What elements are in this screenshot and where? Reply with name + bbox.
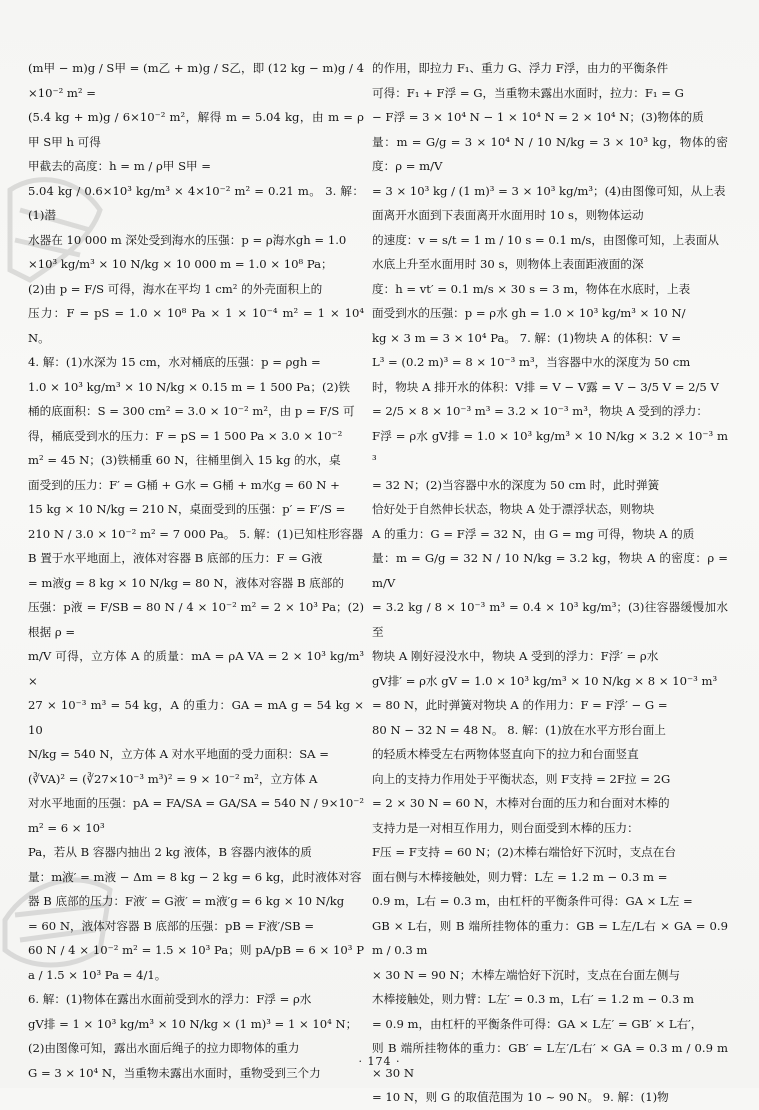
right-column-line: 则 B 端所挂物体的重力：GB′ = L左′/L右′ × GA = 0.3 m / 0.9 m × 30 N: [372, 1041, 728, 1080]
left-column-line: Pa，若从 B 容器内抽出 2 kg 液体，B 容器内液体的质: [28, 845, 312, 859]
right-column-line: 面离开水面到下表面离开水面用时 10 s，则物体运动: [372, 208, 644, 222]
left-column-line: gV排 = 1 × 10³ kg/m³ × 10 N/kg × (1 m)³ = 1 × 10⁴ N；: [28, 1016, 358, 1031]
left-column: [28, 56, 364, 1080]
left-column-line: 4. 解：(1)水深为 15 cm，水对桶底的压强：p = ρgh =: [28, 355, 321, 369]
left-column-line: 压力：F = pS = 1.0 × 10⁸ Pa × 1 × 10⁻⁴ m² = 1 × 10⁴ N。: [28, 306, 364, 345]
left-column-line: (5.4 kg + m)g / 6×10⁻² m²，解得 m = 5.04 kg，由 m = ρ甲 S甲 h 可得: [28, 110, 364, 149]
right-column-line: A 的重力：G = F浮 = 32 N，由 G = mg 可得，物块 A 的质: [372, 526, 695, 541]
right-column-line: = 0.9 m，由杠杆的平衡条件可得：GA × L左′ = GB′ × L右′，: [372, 1016, 703, 1031]
right-column-line: 度：h = vt′ = 0.1 m/s × 30 s = 3 m，物体在水底时，上表: [372, 281, 691, 296]
left-column-line: = m液g = 8 kg × 10 N/kg = 80 N，液体对容器 B 底部的: [28, 575, 344, 590]
left-column-line: 210 N / 3.0 × 10⁻² m² = 7 000 Pa。 5. 解：(1)已知柱形容器: [28, 526, 363, 541]
left-column-line: (2)由图像可知，露出水面后绳子的拉力即物体的重力: [28, 1041, 300, 1055]
right-column-line: 支持力是一对相互作用力，则台面受到木棒的压力：: [372, 820, 639, 835]
left-column-line: 15 kg × 10 N/kg = 210 N，桌面受到的压强：p′ = F′/S =: [28, 502, 346, 516]
right-column-line: F压 = F支持 = 60 N；(2)木棒右端恰好下沉时，支点在台: [372, 845, 676, 859]
right-column-line: F浮 = ρ水 gV排 = 1.0 × 10³ kg/m³ × 10 N/kg × 3.2 × 10⁻³ m³: [372, 428, 728, 467]
right-column-line: = 3.2 kg / 8 × 10⁻³ m³ = 0.4 × 10³ kg/m³；(3)往容器缓慢加水至: [372, 600, 728, 639]
right-column-line: kg × 3 m = 3 × 10⁴ Pa。 7. 解：(1)物块 A 的体积：V =: [372, 330, 682, 345]
right-column-line: L³ = (0.2 m)³ = 8 × 10⁻³ m³，当容器中水的深度为 50 cm: [372, 355, 691, 369]
left-column-line: m² = 45 N；(3)铁桶重 60 N，往桶里倒入 15 kg 的水，桌: [28, 453, 341, 467]
right-column-line: × 30 N = 90 N；木棒左端恰好下沉时，支点在台面左侧与: [372, 967, 680, 982]
left-column-line: 对水平地面的压强：pA = FA/SA = GA/SA = 540 N / 9×10⁻² m² = 6 × 10³: [28, 796, 364, 835]
right-column-line: 向上的支持力作用处于平衡状态，则 F支持 = 2F拉 = 2G: [372, 771, 671, 786]
left-column-line: m/V 可得，立方体 A 的质量：mA = ρA VA = 2 × 10³ kg/m³ ×: [28, 649, 364, 688]
left-column-line: 60 N / 4 × 10⁻² m² = 1.5 × 10³ Pa；则 pA/pB = 6 × 10³ Pa / 1.5 × 10³ Pa = 4/1。: [28, 943, 364, 982]
right-column-line: = 2 × 30 N = 60 N，木棒对台面的压力和台面对木棒的: [372, 796, 670, 810]
left-column-line: = 60 N，液体对容器 B 底部的压强：pB = F液′/SB =: [28, 918, 315, 933]
right-column-line: GB × L右，则 B 端所挂物体的重力：GB = L左/L右 × GA = 0.9 m / 0.3 m: [372, 918, 728, 957]
right-column-line: 量：m = G/g = 32 N / 10 N/kg = 3.2 kg，物块 A 的密度：ρ = m/V: [372, 551, 728, 590]
right-column-line: 的作用，即拉力 F₁、重力 G、浮力 F浮，由力的平衡条件: [372, 61, 669, 75]
left-column-line: 量：m液′ = m液 − Δm = 8 kg − 2 kg = 6 kg，此时液体对容: [28, 869, 362, 884]
right-column-line: 可得：F₁ + F浮 = G，当重物未露出水面时，拉力：F₁ = G: [372, 85, 684, 100]
right-column-line: = 2/5 × 8 × 10⁻³ m³ = 3.2 × 10⁻³ m³，物块 A 受到的浮力：: [372, 404, 708, 418]
right-column-line: = 3 × 10³ kg / (1 m)³ = 3 × 10³ kg/m³；(4)由图像可知，从上表: [372, 183, 726, 198]
right-column-line: = 80 N，此时弹簧对物块 A 的作用力：F = F浮′ − G =: [372, 698, 668, 712]
right-column-line: 物块 A 刚好浸没水中，物块 A 受到的浮力：F浮′ = ρ水: [372, 649, 659, 663]
right-column-line: 面右侧与木棒接触处，则力臂：L左 = 1.2 m − 0.3 m =: [372, 869, 668, 884]
left-column-line: 得，桶底受到水的压力：F = pS = 1 500 Pa × 3.0 × 10⁻²: [28, 428, 343, 443]
right-column-line: 量：m = G/g = 3 × 10⁴ N / 10 N/kg = 3 × 10³ kg，物体的密度：ρ = m/V: [372, 134, 728, 173]
left-column-line: 甲截去的高度：h = m / ρ甲 S甲 =: [28, 159, 212, 173]
left-column-line: ×10³ kg/m³ × 10 N/kg × 10 000 m = 1.0 × 10⁸ Pa；: [28, 257, 333, 271]
right-column-line: 面受到水的压强：p = ρ水 gh = 1.0 × 10³ kg/m³ × 10 N/: [372, 306, 686, 320]
right-column-line: 的轻质木棒受左右两物体竖直向下的拉力和台面竖直: [372, 747, 639, 761]
left-column-line: 1.0 × 10³ kg/m³ × 10 N/kg × 0.15 m = 1 500 Pa；(2)铁: [28, 379, 350, 394]
right-column-line: 0.9 m，L右 = 0.3 m，由杠杆的平衡条件可得：GA × L左 =: [372, 894, 693, 908]
left-column-line: N/kg = 540 N，立方体 A 对水平地面的受力面积：SA =: [28, 747, 329, 761]
left-column-line: 压强：p液 = F/SB = 80 N / 4 × 10⁻² m² = 2 × 10³ Pa；(2)根据 ρ =: [28, 600, 364, 639]
left-column-line: (m甲 − m)g / S甲 = (m乙 + m)g / S乙，即 (12 kg − m)g / 4×10⁻² m² =: [28, 61, 364, 100]
right-column-line: = 32 N；(2)当容器中水的深度为 50 cm 时，此时弹簧: [372, 477, 660, 492]
right-column-line: 木棒接触处，则力臂：L左′ = 0.3 m，L右′ = 1.2 m − 0.3 m: [372, 992, 694, 1006]
right-column-line: 恰好处于自然伸长状态，物块 A 处于漂浮状态，则物块: [372, 502, 655, 516]
left-column-line: (2)由 p = F/S 可得，海水在平均 1 cm² 的外壳面积上的: [28, 281, 323, 296]
right-column-line: = 10 N，则 G 的取值范围为 10 ~ 90 N。 9. 解：(1)物: [372, 1090, 669, 1104]
right-column-line: 水底上升至水面用时 30 s，则物体上表面距液面的深: [372, 257, 644, 271]
left-column-line: 6. 解：(1)物体在露出水面前受到水的浮力：F浮 = ρ水: [28, 992, 312, 1006]
left-column-line: (∛VA)² = (∛27×10⁻³ m³)² = 9 × 10⁻² m²，立方体 A: [28, 771, 318, 786]
left-column-line: 器 B 底部的压力：F液′ = G液′ = m液′g = 6 kg × 10 N/kg: [28, 894, 345, 908]
left-column-line: G = 3 × 10⁴ N，当重物未露出水面时，重物受到三个力: [28, 1065, 321, 1080]
right-column-line: 的速度：v = s/t = 1 m / 10 s = 0.1 m/s，由图像可知，上表面从: [372, 232, 719, 247]
left-column-line: 水器在 10 000 m 深处受到海水的压强：p = ρ海水gh = 1.0: [28, 232, 347, 247]
right-column-line: 80 N − 32 N = 48 N。 8. 解：(1)放在水平方形台面上: [372, 722, 666, 737]
left-column-line: 5.04 kg / 0.6×10³ kg/m³ × 4×10⁻² m² = 0.21 m。 3. 解：(1)潜: [28, 183, 364, 222]
right-column-line: 时，物块 A 排开水的体积：V排 = V − V露 = V − 3/5 V = 2/5 V: [372, 379, 719, 394]
left-column-line: 桶的底面积：S = 300 cm² = 3.0 × 10⁻² m²，由 p = F/S 可: [28, 404, 355, 418]
left-column-line: B 置于水平地面上，液体对容器 B 底部的压力：F = G液: [28, 551, 323, 565]
left-column-line: 面受到的压力：F′ = G桶 + G水 = G桶 + m水g = 60 N +: [28, 477, 340, 492]
page-number: · 174 ·: [358, 1055, 401, 1068]
right-column-line: gV排′ = ρ水 gV = 1.0 × 10³ kg/m³ × 10 N/kg × 8 × 10⁻³ m³: [372, 673, 718, 688]
right-column-line: − F浮 = 3 × 10⁴ N − 1 × 10⁴ N = 2 × 10⁴ N；(3)物体的质: [372, 110, 704, 124]
left-column-line: 27 × 10⁻³ m³ = 54 kg，A 的重力：GA = mA g = 54 kg × 10: [28, 698, 364, 737]
